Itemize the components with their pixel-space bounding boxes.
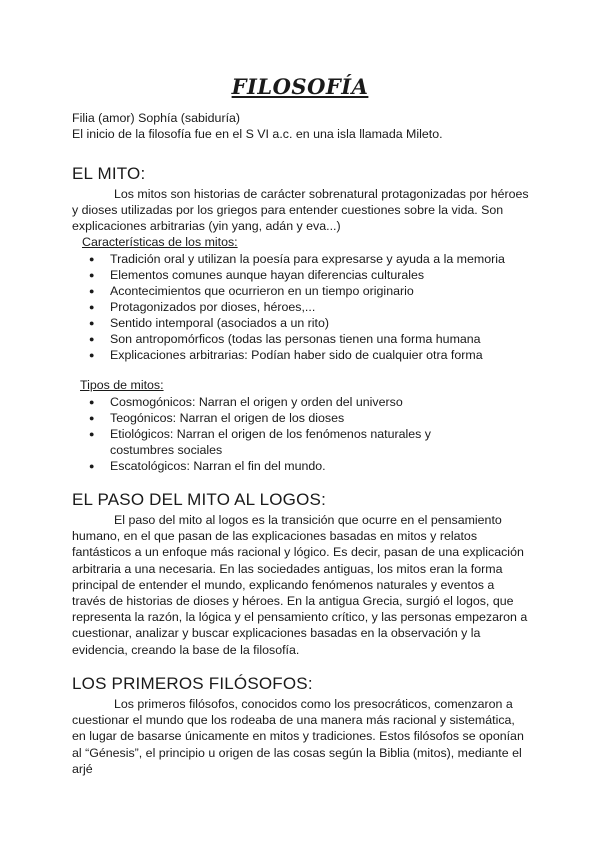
- section-heading-filosofos: LOS PRIMEROS FILÓSOFOS:: [72, 674, 313, 693]
- list-item: ● Acontecimientos que ocurrieron en un tiempo originario: [72, 283, 512, 299]
- list-item: ● Tradición oral y utilizan la poesía para expresarse y ayuda a la memoria: [72, 251, 512, 267]
- list-item: ● Son antropomórficos (todas las personas tienen una forma humana: [72, 331, 512, 347]
- list-item: ● Cosmogónicos: Narran el origen y orden del universo: [72, 394, 492, 410]
- intro-etymology: Filia (amor) Sophía (sabiduría): [72, 111, 241, 125]
- filosofos-paragraph: [72, 696, 530, 777]
- list-item: ● Sentido intemporal (asociados a un rito): [72, 315, 512, 331]
- list-item: ● Explicaciones arbitrarias: Podían haber sido de cualquier otra forma: [72, 347, 512, 363]
- page-title: FILOSOFÍA: [231, 74, 369, 99]
- list-item: ● Teogónicos: Narran el origen de los dioses: [72, 410, 492, 426]
- paso-paragraph: [72, 512, 530, 658]
- intro-origin: El inicio de la filosofía fue en el S VI a.c. en una isla llamada Mileto.: [72, 127, 443, 141]
- mito-paragraph-text: Los mitos son historias de carácter sobrenatural protagonizadas por héroes y dioses utilizadas por los griegos para entender cuestiones sobre la vida. Son explicaciones arbitrarias (yin yang, adán y eva...): [72, 187, 529, 234]
- caracteristicas-label: Características de los mitos:: [82, 235, 238, 249]
- mito-paragraph: [72, 186, 530, 235]
- tipos-list: [72, 394, 492, 474]
- caracteristicas-list: [72, 251, 512, 363]
- tipos-label: Tipos de mitos:: [80, 378, 164, 392]
- paso-paragraph-text: El paso del mito al logos es la transición que ocurre en el pensamiento humano, en el que pasan de las explicaciones basadas en mitos y relatos fantásticos a un enfoque más racional y lógico. Es decir, pasan de una explicación arbitraria a una necesaria. En las sociedades antiguas, los mitos eran la forma principal de entender el mundo, explicando fenómenos naturales y eventos a través de historias de dioses y héroes. En la antigua Grecia, surgió el logos, que representa la razón, la lógica y el pensamiento crítico, y las personas empezaron a cuestionar, analizar y buscar explicaciones basadas en la observación y la evidencia, creando la base de la filosofía.: [72, 513, 528, 657]
- list-item: ● Elementos comunes aunque hayan diferencias culturales: [72, 267, 512, 283]
- list-item: ● Protagonizados por dioses, héroes,...: [72, 299, 512, 315]
- list-item: ● Etiológicos: Narran el origen de los fenómenos naturales y costumbres sociales: [72, 426, 492, 458]
- section-heading-mito: EL MITO:: [72, 164, 146, 183]
- filosofos-paragraph-text: Los primeros filósofos, conocidos como los presocráticos, comenzaron a cuestionar el mundo que los rodeaba de una manera más racional y sistemática, en lugar de basarse únicamente en mitos y tradiciones. Estos filósofos se oponían al “Génesis”, el principio u origen de las cosas según la Biblia (mitos), mediante el arjé: [72, 697, 524, 776]
- section-heading-paso: EL PASO DEL MITO AL LOGOS:: [72, 490, 326, 509]
- list-item: ● Escatológicos: Narran el fin del mundo.: [72, 458, 492, 474]
